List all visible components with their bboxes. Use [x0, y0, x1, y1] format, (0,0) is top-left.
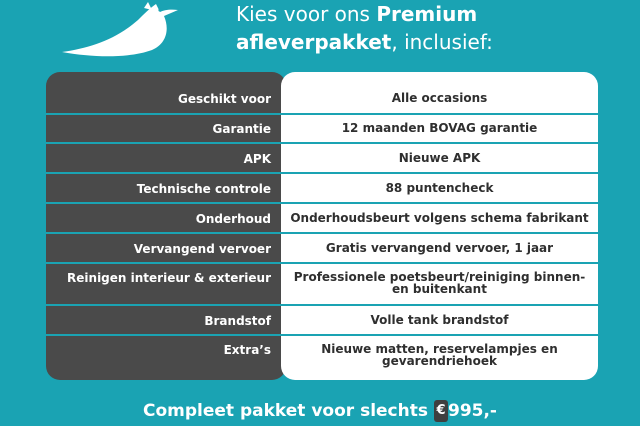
- headline-line-1-bold: Premium: [376, 2, 478, 26]
- headline-line-2-suffix: , inclusief:: [391, 30, 493, 54]
- table-row: [46, 114, 598, 142]
- row-label: Extra’s: [223, 343, 271, 357]
- euro-icon: €: [434, 400, 448, 422]
- row-label: Garantie: [212, 122, 271, 136]
- price-footer: [0, 400, 640, 422]
- table-row: [46, 234, 598, 262]
- table-row: [46, 335, 598, 379]
- row-value: Nieuwe matten, reservelampjes en gevarendriehoek: [321, 342, 558, 368]
- table-row: [46, 204, 598, 232]
- row-label: Onderhoud: [195, 212, 271, 226]
- row-value: Professionele poetsbeurt/reiniging binnen- en buitenkant: [293, 270, 586, 296]
- footer-text: Compleet pakket voor slechts: [143, 401, 428, 421]
- row-value: Alle occasions: [391, 91, 488, 105]
- headline-line-2-bold: afleverpakket: [236, 30, 392, 54]
- price-value: 995,-: [447, 401, 497, 421]
- row-label: APK: [243, 152, 271, 166]
- headline-line-2: [236, 28, 616, 56]
- row-label: Reinigen interieur & exterieur: [67, 271, 271, 285]
- row-label: Geschikt voor: [177, 92, 271, 106]
- headline-line-1-prefix: Kies voor ons: [236, 2, 377, 26]
- table-row: [46, 306, 598, 334]
- row-label: Vervangend vervoer: [133, 242, 271, 256]
- bird-logo-icon: [60, 0, 190, 60]
- row-label: Technische controle: [136, 182, 271, 196]
- headline-line-1: [236, 0, 616, 28]
- row-value: Nieuwe APK: [398, 151, 481, 165]
- row-value: Onderhoudsbeurt volgens schema fabrikant: [290, 211, 589, 225]
- table-row: [46, 144, 598, 172]
- table-row: [46, 174, 598, 202]
- table-row: [46, 84, 598, 112]
- headline: [236, 0, 616, 56]
- table-row: [46, 263, 598, 305]
- row-label: Brandstof: [204, 314, 271, 328]
- row-value: 12 maanden BOVAG garantie: [341, 121, 538, 135]
- row-value: 88 puntencheck: [385, 181, 494, 195]
- row-value: Gratis vervangend vervoer, 1 jaar: [325, 241, 554, 255]
- row-value: Volle tank brandstof: [370, 313, 509, 327]
